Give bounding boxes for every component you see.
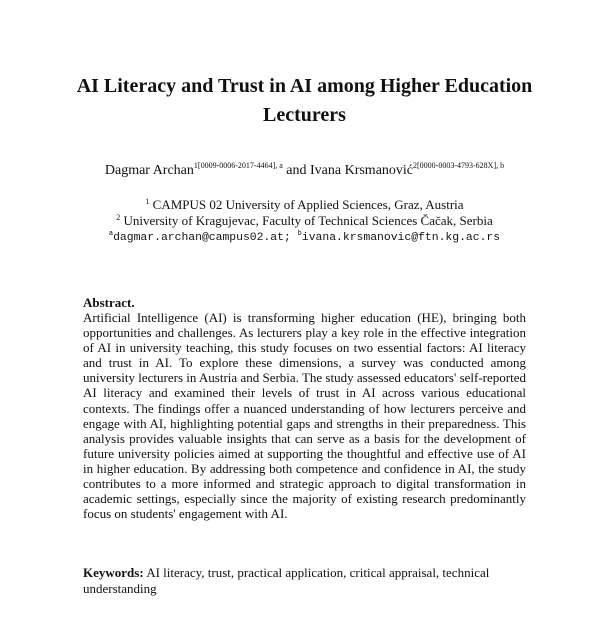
keywords [83, 565, 526, 596]
affiliation-1-number: 1 [145, 197, 150, 206]
email-a-link[interactable]: dagmar.archan@campus02.at; [113, 232, 298, 244]
paper-title [30, 72, 579, 130]
email-a-mark: a [108, 230, 114, 238]
affiliation-2-number: 2 [116, 213, 121, 222]
email-b-link[interactable]: ivana.krsmanovic@ftn.kg.ac.rs [301, 232, 501, 244]
email-line [30, 230, 579, 246]
author-2-name: and Ivana Krsmanović [282, 163, 414, 178]
title-line-1: AI Literacy and Trust in AI among Higher Education [76, 75, 533, 97]
abstract-heading: Abstract. [83, 295, 135, 310]
author-line [40, 162, 569, 180]
affiliation-1 [40, 197, 569, 213]
keywords-text: AI literacy, trust, practical application, critical appraisal, technical understanding [83, 565, 490, 596]
affiliation-2-text: University of Kragujevac, Faculty of Technical Sciences Čačak, Serbia [120, 213, 493, 228]
abstract-body: Artificial Intelligence (AI) is transforming higher education (HE), bringing both opportunities and challenges. As lecturers play a key role in the effective integration of AI in university teaching, this study focuses on two essential factors: AI literacy and trust in AI. To explore these dimensions, a survey was conducted among university lecturers in Austria and Serbia. The study assessed educators' self-reported AI literacy and examined their levels of trust in AI across various educational contexts. The findings offer a nuanced understanding of how lecturers perceive and engage with AI, highlighting potential gaps and strengths in their preparedness. This analysis provides valuable insights that can serve as a basis for the development of future university policies aimed at supporting the thoughtful and effective use of AI in higher education. By addressing both competence and confidence in AI, the study contributes to a more informed and strategic approach to digital transformation in academic settings, especially since the majority of existing research predominantly focus on students' engagement with AI. [83, 310, 526, 522]
author-2-orcid: 2[0000-0003-4793-628X], b [413, 161, 505, 170]
author-1-name: Dagmar Archan [104, 163, 194, 178]
title-line-2: Lecturers [263, 104, 346, 126]
keywords-label: Keywords: [83, 565, 144, 580]
affiliation-1-text: CAMPUS 02 University of Applied Sciences, Graz, Austria [149, 197, 464, 212]
affiliation-2 [40, 213, 569, 229]
email-b-mark: b [297, 230, 302, 238]
author-1-orcid: 1[0009-0006-2017-4464], a [193, 161, 283, 170]
